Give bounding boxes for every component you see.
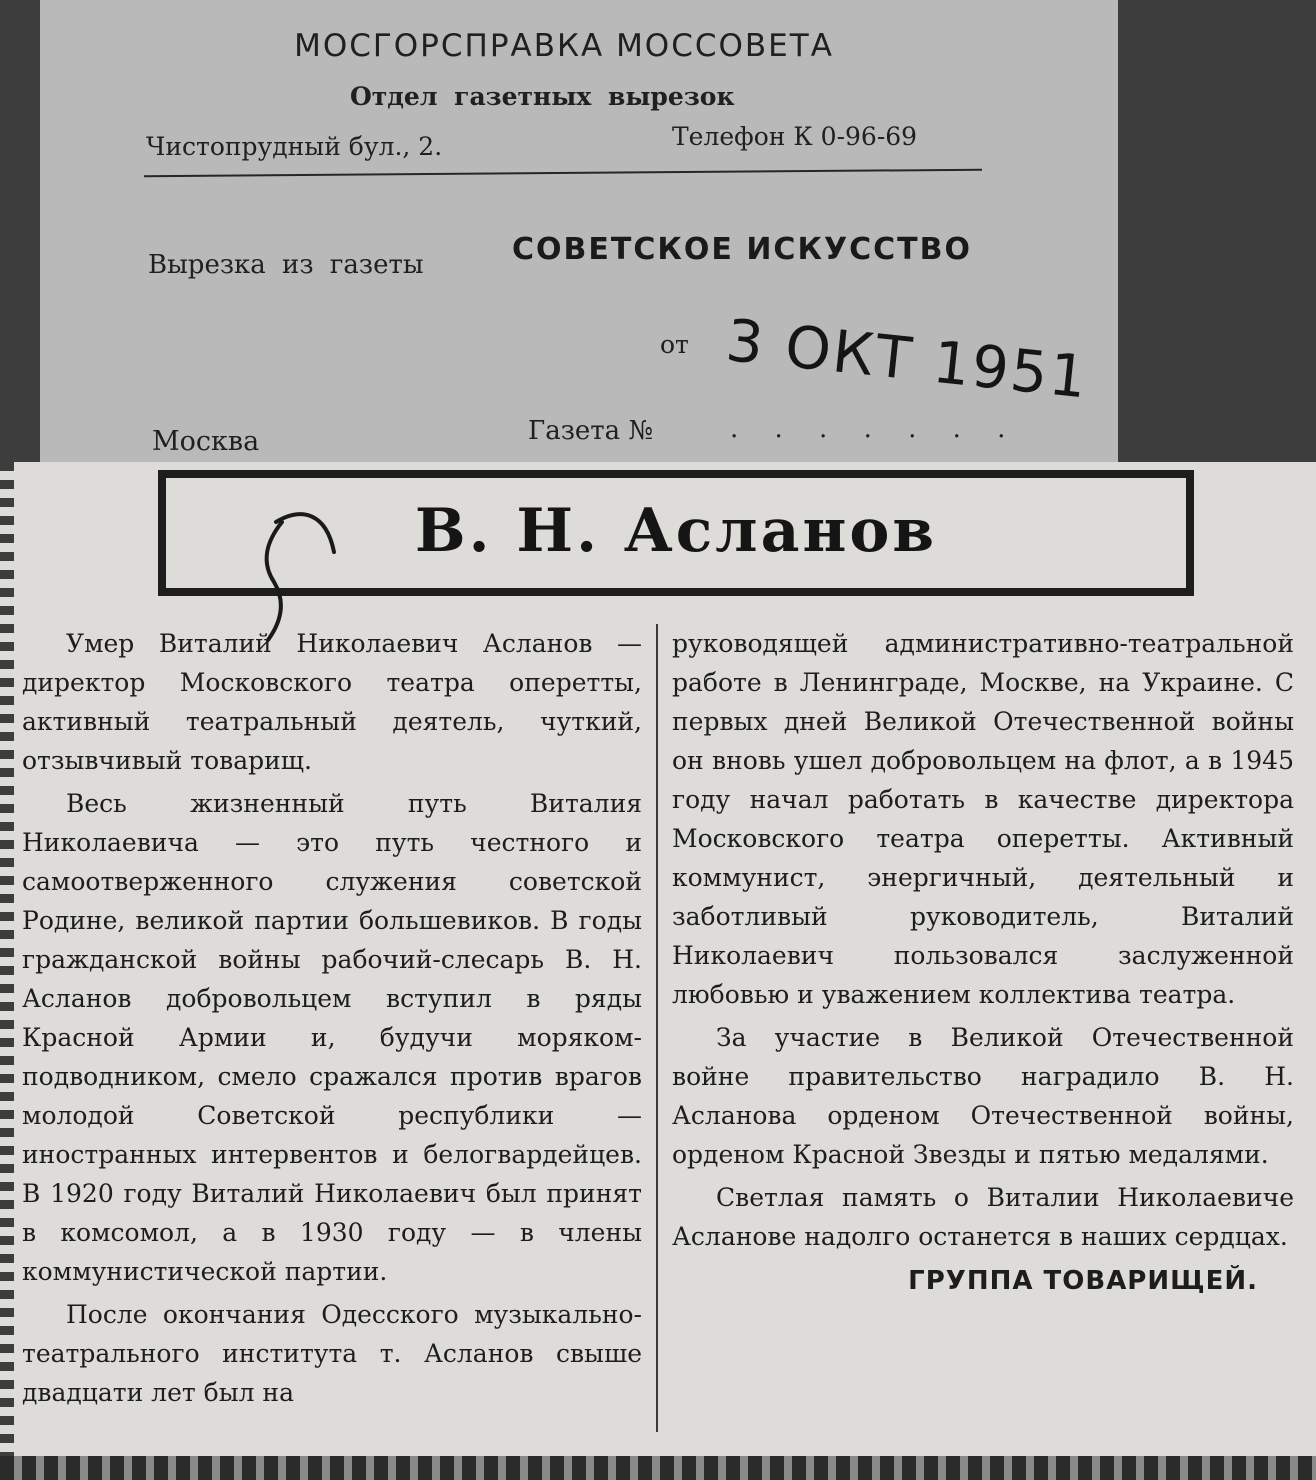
torn-left-edge	[0, 462, 14, 1472]
agency-address: Чистопрудный бул., 2.	[146, 132, 443, 161]
paragraph: Умер Виталий Николаевич Асланов — директор Московского театра оперетты, активный театральный деятель, чуткий, отзывчивый товарищ.	[22, 629, 642, 775]
paragraph: руководящей административно-театральной работе в Ленинграде, Москве, на Украине. С первых дней Великой Отечественной войны он вновь ушел добровольцем на флот, а в 1945 году начал работать в качестве директора Московского театра оперетты. Активный коммунист, энергичный, деятельный и заботливый руководитель, Виталий Николаевич пользовался заслуженной любовью и уважением коллектива театра.	[672, 629, 1294, 1009]
torn-bottom-edge	[0, 1456, 1316, 1480]
paragraph: Светлая память о Виталии Николаевиче Асланове надолго останется в наших сердцах.	[672, 1183, 1294, 1251]
signoff: ГРУППА ТОВАРИЩЕЙ.	[908, 1266, 1258, 1296]
paragraph: За участие в Великой Отечественной войне правительство наградило В. Н. Асланова орденом Отечественной войны, орденом Красной Звезды и пятью медалями.	[672, 1023, 1294, 1169]
cut-label: Вырезка из газеты	[148, 250, 424, 280]
header-rule	[144, 169, 982, 178]
agency-title: МОСГОРСПРАВКА МОССОВЕТА	[294, 28, 834, 64]
date-stamp: 3 ОКТ 1951	[722, 306, 1092, 412]
pen-mark-icon	[246, 502, 356, 642]
clipping-service-slip	[40, 0, 1118, 470]
agency-phone: Телефон К 0-96-69	[672, 122, 918, 151]
column-divider	[656, 624, 658, 1432]
left-column	[22, 624, 642, 1412]
newspaper-name: СОВЕТСКОЕ ИСКУССТВО	[512, 232, 972, 267]
department-label: Отдел газетных вырезок	[350, 82, 735, 111]
city-label: Москва	[152, 426, 260, 457]
obituary-headline: В. Н. Асланов	[414, 496, 938, 566]
paragraph: Весь жизненный путь Виталия Николаевича — это путь честного и самоотверженного служения советской Родине, великой партии большевиков. В годы гражданской войны рабочий-слесарь В. Н. Асланов добровольцем вступил в ряды Красной Армии и, будучи моряком-подводником, смело сражался против врагов молодой Советской республики — иностранных интервентов и белогвардейцев. В 1920 году Виталий Николаевич был принят в комсомол, а в 1930 году — в члены коммунистической партии.	[22, 789, 642, 1286]
right-column	[672, 624, 1294, 1301]
issue-label: Газета №	[528, 416, 654, 446]
issue-number-dots: . . . . . . .	[730, 414, 1020, 444]
paragraph: После окончания Одесского музыкально-театрального института т. Асланов свыше двадцати лет был на	[22, 1300, 642, 1407]
date-from-label: от	[660, 330, 689, 359]
